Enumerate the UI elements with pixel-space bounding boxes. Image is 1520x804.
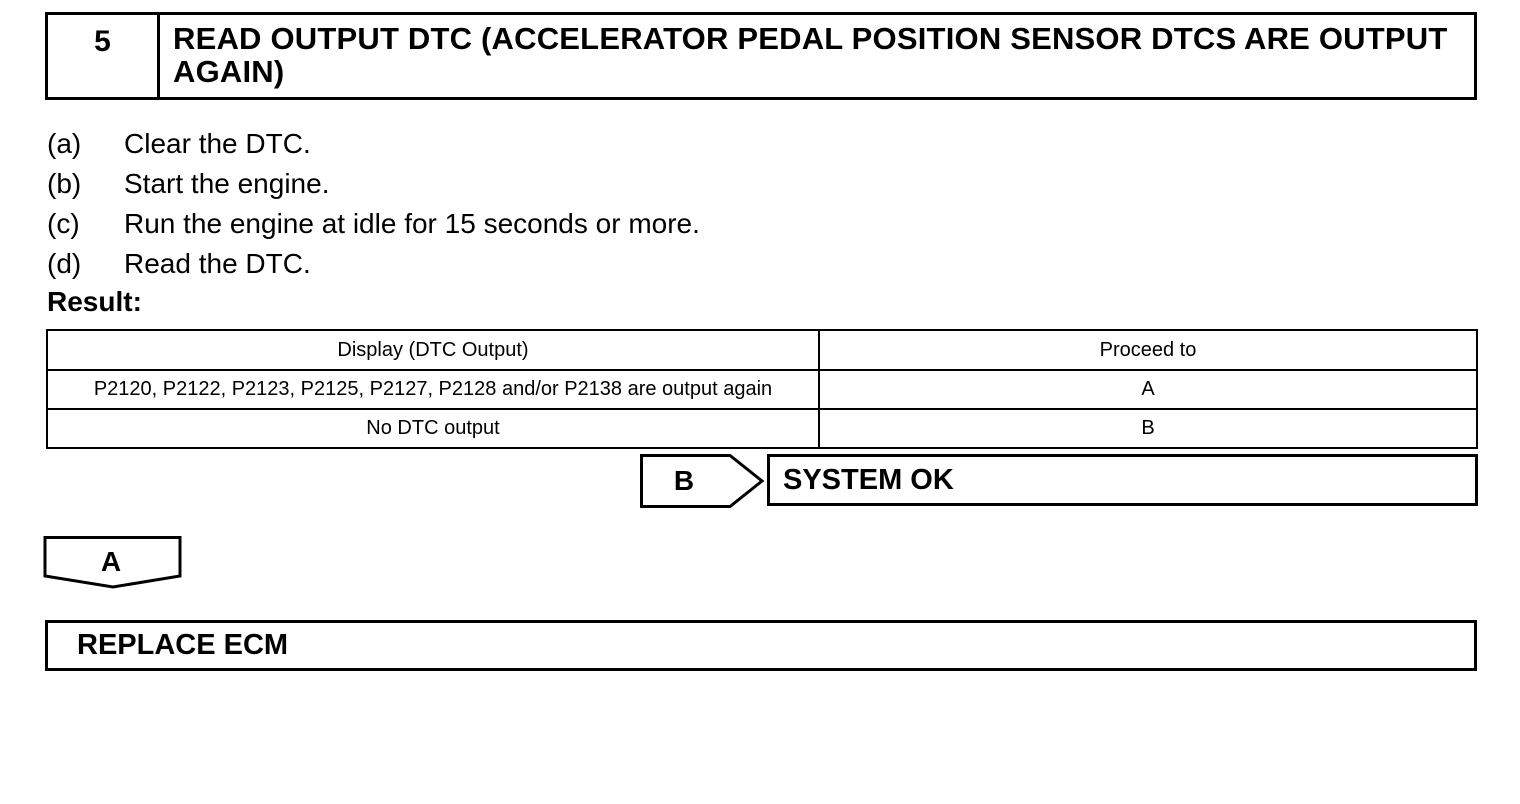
step-header	[45, 12, 1477, 100]
procedure-letter: (d)	[47, 248, 82, 279]
step-number: 5	[48, 15, 160, 97]
procedure-list	[47, 124, 1147, 284]
result-label: Result:	[47, 286, 142, 317]
table-header-row	[47, 330, 1477, 370]
procedure-text: Clear the DTC.	[124, 128, 311, 159]
branch-b-label: B	[673, 465, 695, 496]
header-proceed: Proceed to	[819, 330, 1477, 370]
procedure-letter: (c)	[47, 208, 80, 239]
procedure-item	[47, 164, 1147, 204]
result-table	[46, 329, 1478, 449]
procedure-letter: (b)	[47, 168, 82, 199]
cell-display: P2120, P2122, P2123, P2125, P2127, P2128 and/or P2138 are output again	[47, 370, 819, 409]
step-title: READ OUTPUT DTC (ACCELERATOR PEDAL POSITION SENSOR DTCS ARE OUTPUT AGAIN)	[173, 21, 1448, 89]
header-display: Display (DTC Output)	[47, 330, 819, 370]
procedure-text: Start the engine.	[124, 168, 330, 199]
procedure-item	[47, 244, 1147, 284]
cell-display: No DTC output	[47, 409, 819, 448]
table-row	[47, 370, 1477, 409]
procedure-item	[47, 124, 1147, 164]
cell-proceed: A	[819, 370, 1477, 409]
replace-ecm-box: REPLACE ECM	[45, 620, 1477, 671]
procedure-text: Run the engine at idle for 15 seconds or more.	[124, 208, 700, 239]
procedure-text: Read the DTC.	[124, 248, 311, 279]
table-row	[47, 409, 1477, 448]
procedure-item	[47, 204, 1147, 244]
procedure-letter: (a)	[47, 128, 82, 159]
system-ok-box: SYSTEM OK	[767, 454, 1478, 506]
branch-a-label: A	[100, 546, 122, 577]
cell-proceed: B	[819, 409, 1477, 448]
